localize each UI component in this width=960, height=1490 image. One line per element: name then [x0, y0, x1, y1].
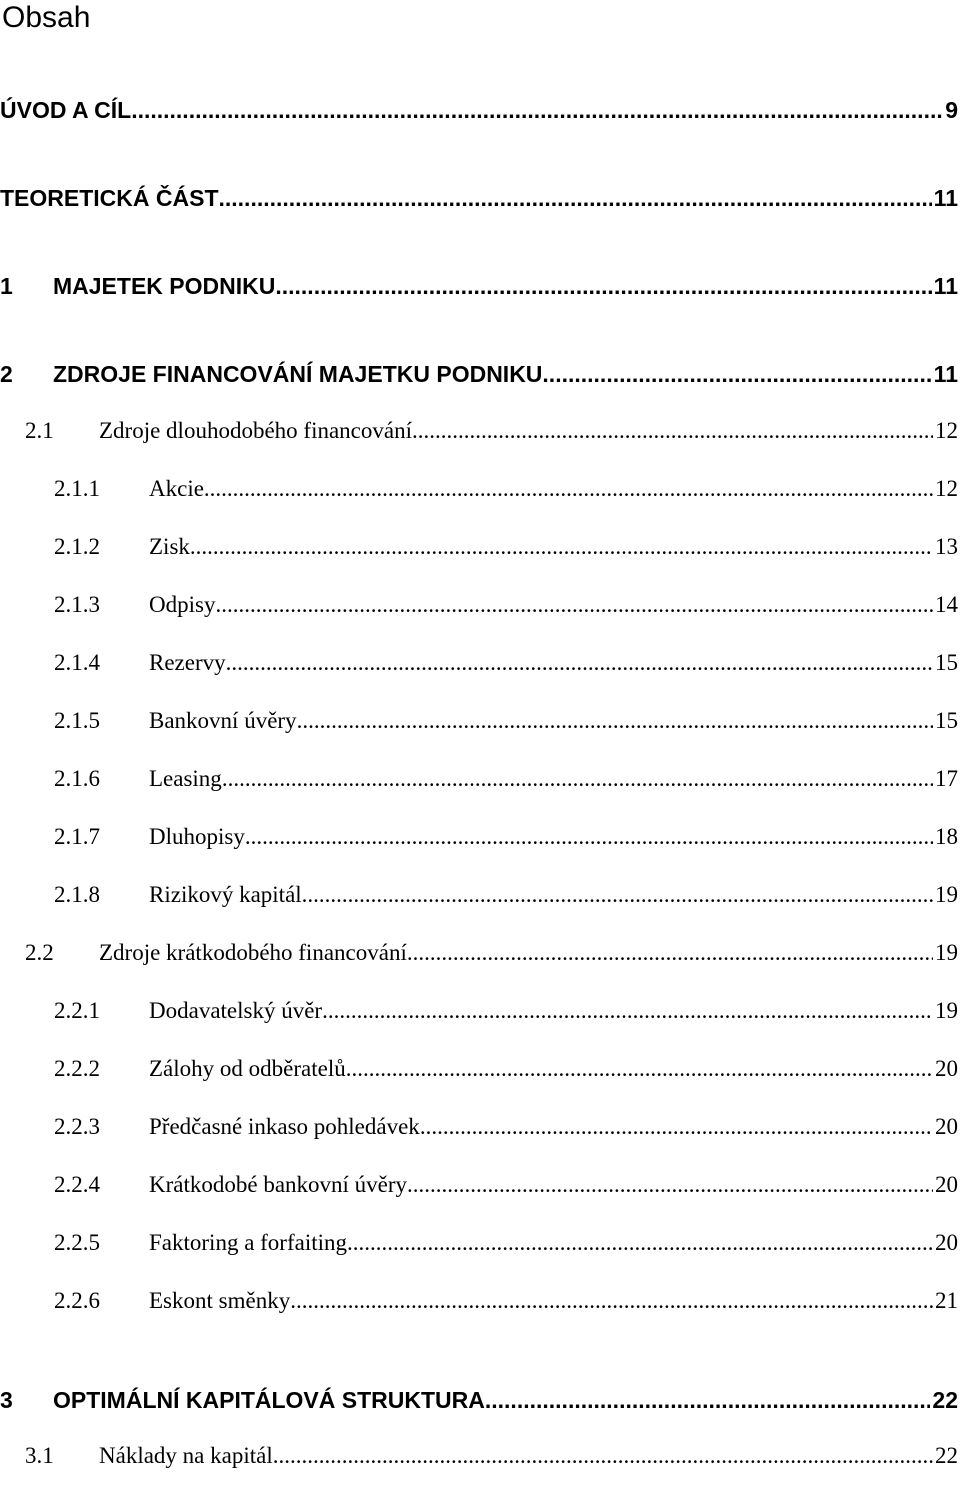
toc-entry-number: 2.1.6	[54, 766, 100, 791]
toc-entry-label: Zisk	[149, 534, 190, 559]
toc-entry-page: 15	[935, 650, 958, 675]
toc-entry-uvod[interactable]	[0, 97, 958, 124]
toc-entry-label: Odpisy	[149, 592, 216, 617]
dot-leader	[347, 1230, 933, 1256]
toc-entry-number: 3	[0, 1387, 13, 1413]
dot-leader	[420, 1114, 933, 1140]
toc-entry-page: 9	[945, 97, 958, 123]
toc-entry-number: 2.1.8	[54, 882, 100, 907]
toc-entry-number: 2.2.1	[54, 998, 100, 1023]
toc-entry-section-2-2-2[interactable]	[54, 1056, 958, 1082]
toc-entry-page: 13	[935, 534, 958, 559]
toc-entry-section-2-2-4[interactable]	[54, 1172, 958, 1198]
toc-entry-number: 1	[0, 273, 13, 299]
dot-leader	[219, 185, 932, 212]
toc-entry-number: 2.2.3	[54, 1114, 100, 1139]
toc-entry-number: 2.1.5	[54, 708, 100, 733]
toc-entry-label: Rizikový kapitál	[149, 882, 302, 907]
dot-leader	[542, 361, 931, 388]
toc-entry-label: ÚVOD A CÍL	[0, 97, 132, 123]
toc-entry-section-2-2-6[interactable]	[54, 1288, 958, 1314]
toc-entry-page: 22	[932, 1387, 958, 1413]
toc-entry-label: Eskont směnky	[149, 1288, 291, 1313]
toc-entry-teoreticka-cast[interactable]	[0, 185, 958, 212]
dot-leader	[275, 273, 931, 300]
toc-entry-page: 20	[935, 1114, 958, 1139]
toc-entry-section-2-1[interactable]	[25, 418, 958, 444]
toc-entry-number: 2.1.4	[54, 650, 100, 675]
dot-leader	[407, 1172, 933, 1198]
toc-entry-label: Akcie	[149, 476, 204, 501]
toc-entry-number: 2.2.6	[54, 1288, 100, 1313]
toc-entry-number: 3.1	[25, 1443, 54, 1468]
toc-entry-number: 2	[0, 361, 13, 387]
toc-entry-number: 2.1.2	[54, 534, 100, 559]
toc-entry-label: OPTIMÁLNÍ KAPITÁLOVÁ STRUKTURA	[53, 1387, 485, 1413]
toc-entry-label: MAJETEK PODNIKU	[53, 273, 276, 299]
dot-leader	[215, 592, 933, 618]
toc-entry-label: Dluhopisy	[149, 824, 245, 849]
toc-entry-label: Zálohy od odběratelů	[149, 1056, 346, 1081]
toc-entry-chapter-2[interactable]	[0, 361, 958, 388]
dot-leader	[222, 766, 933, 792]
toc-entry-section-2-1-1[interactable]	[54, 476, 958, 502]
toc-entry-number: 2.1	[25, 418, 54, 443]
toc-entry-section-2-1-4[interactable]	[54, 650, 958, 676]
toc-entry-page: 11	[933, 361, 958, 387]
toc-entry-number: 2.1.3	[54, 592, 100, 617]
toc-entry-chapter-3[interactable]	[0, 1387, 958, 1414]
toc-entry-number: 2.2.4	[54, 1172, 100, 1197]
toc-entry-section-2-1-2[interactable]	[54, 534, 958, 560]
toc-entry-page: 19	[935, 998, 958, 1023]
dot-leader	[245, 824, 933, 850]
dot-leader	[302, 882, 933, 908]
toc-entry-page: 20	[935, 1056, 958, 1081]
page-title: Obsah	[2, 1, 91, 34]
dot-leader	[226, 650, 933, 676]
dot-leader	[290, 1288, 933, 1314]
toc-entry-page: 14	[935, 592, 958, 617]
toc-entry-page: 12	[935, 418, 958, 443]
toc-entry-page: 19	[935, 882, 958, 907]
toc-entry-section-2-1-3[interactable]	[54, 592, 958, 618]
toc-entry-page: 15	[935, 708, 958, 733]
toc-entry-number: 2.2	[25, 940, 54, 965]
toc-entry-label: Rezervy	[149, 650, 226, 675]
toc-entry-section-2-2-1[interactable]	[54, 998, 958, 1024]
toc-entry-section-2-2-5[interactable]	[54, 1230, 958, 1256]
toc-entry-section-2-1-7[interactable]	[54, 824, 958, 850]
toc-entry-section-2-1-8[interactable]	[54, 882, 958, 908]
toc-entry-section-2-2-3[interactable]	[54, 1114, 958, 1140]
toc-entry-section-2-1-6[interactable]	[54, 766, 958, 792]
toc-entry-label: Faktoring a forfaiting	[149, 1230, 348, 1255]
toc-entry-label: Dodavatelský úvěr	[149, 998, 323, 1023]
dot-leader	[485, 1387, 931, 1414]
toc-entry-label: Zdroje dlouhodobého financování	[99, 418, 412, 443]
dot-leader	[407, 940, 933, 966]
toc-entry-section-2-1-5[interactable]	[54, 708, 958, 734]
toc-entry-section-3-1[interactable]	[25, 1443, 958, 1469]
toc-entry-section-2-2[interactable]	[25, 940, 958, 966]
toc-entry-number: 2.1.1	[54, 476, 100, 501]
toc-entry-page: 20	[935, 1172, 958, 1197]
toc-entry-label: Bankovní úvěry	[149, 708, 297, 733]
toc-entry-page: 21	[935, 1288, 958, 1313]
dot-leader	[131, 97, 943, 124]
dot-leader	[273, 1443, 933, 1469]
toc-entry-page: 18	[935, 824, 958, 849]
toc-entry-page: 19	[935, 940, 958, 965]
dot-leader	[412, 418, 933, 444]
toc-entry-page: 20	[935, 1230, 958, 1255]
toc-entry-label: ZDROJE FINANCOVÁNÍ MAJETKU PODNIKU	[53, 361, 543, 387]
toc-entry-page: 12	[935, 476, 958, 501]
toc-entry-page: 22	[935, 1443, 958, 1468]
dot-leader	[346, 1056, 933, 1082]
toc-entry-label: Krátkodobé bankovní úvěry	[149, 1172, 408, 1197]
toc-entry-label: Náklady na kapitál	[99, 1443, 273, 1468]
dot-leader	[322, 998, 933, 1024]
dot-leader	[204, 476, 933, 502]
toc-entry-label: Zdroje krátkodobého financování	[99, 940, 407, 965]
toc-entry-number: 2.2.5	[54, 1230, 100, 1255]
dot-leader	[297, 708, 933, 734]
toc-entry-label: Předčasné inkaso pohledávek	[149, 1114, 420, 1139]
toc-entry-page: 11	[933, 185, 958, 211]
toc-entry-label: Leasing	[149, 766, 222, 791]
toc-entry-chapter-1[interactable]	[0, 273, 958, 300]
dot-leader	[190, 534, 933, 560]
toc-entry-label: TEORETICKÁ ČÁST	[0, 185, 219, 211]
toc-entry-number: 2.2.2	[54, 1056, 100, 1081]
toc-entry-number: 2.1.7	[54, 824, 100, 849]
toc-entry-page: 17	[935, 766, 958, 791]
toc-entry-page: 11	[933, 273, 958, 299]
